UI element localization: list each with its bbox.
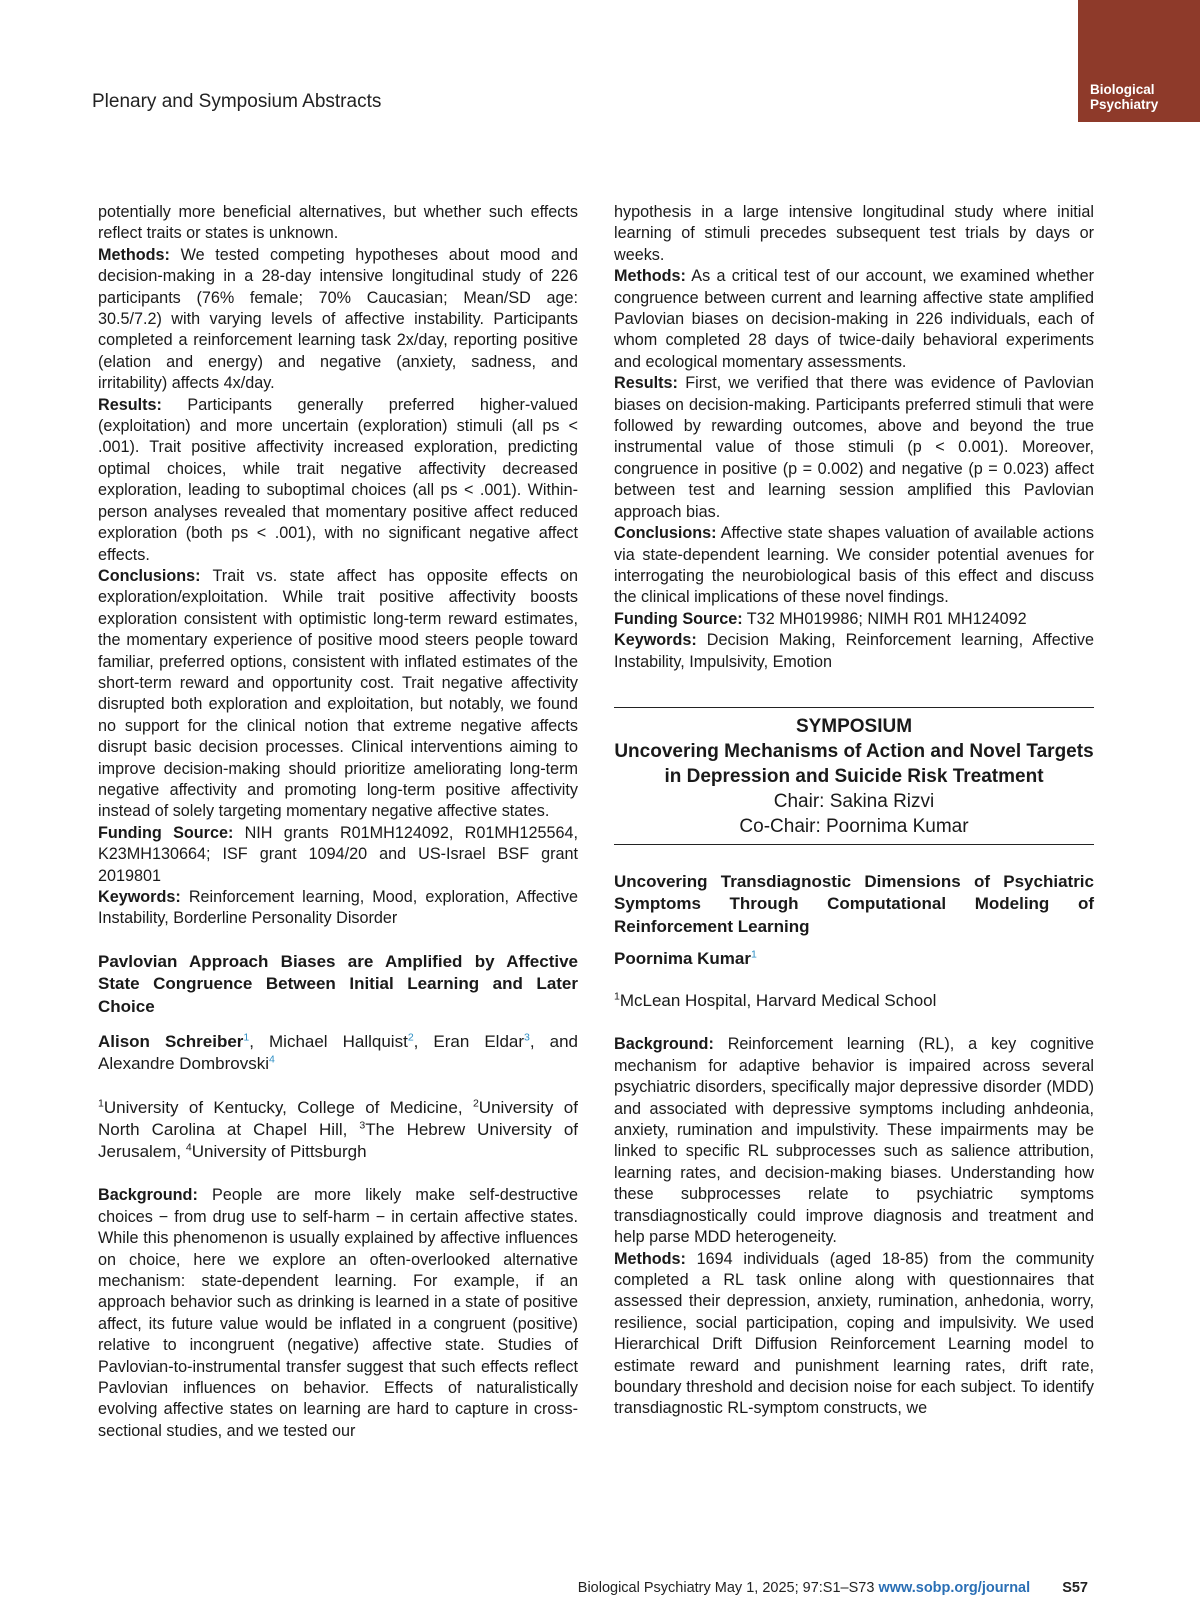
author-name: Alison Schreiber: [98, 1032, 244, 1052]
affil-sup: 1: [98, 1097, 104, 1110]
symposium-title: Uncovering Mechanisms of Action and Novel Targets in Depression and Suicide Risk Treatment: [614, 740, 1094, 787]
journal-link[interactable]: www.sobp.org/journal: [878, 1580, 1031, 1596]
author-sup: 1: [750, 948, 757, 961]
keywords-label: Keywords:: [98, 888, 181, 906]
author-name: , Eran Eldar: [413, 1032, 525, 1052]
author-sup: 2: [407, 1031, 414, 1044]
author-name: Poornima Kumar: [614, 949, 751, 969]
symposium-cochair: Co-Chair: Poornima Kumar: [739, 815, 969, 837]
results-paragraph: [98, 395, 578, 566]
conclusions-paragraph: [98, 566, 578, 823]
conclusions-text: Affective state shapes valuation of available actions via state-dependent learning. We consider potential avenues for interrogating the neurobiological basis of this effect and discuss the clinical implications of these novel findings.: [614, 524, 1094, 607]
keywords-label: Keywords:: [614, 631, 697, 650]
continued-paragraph: potentially more beneficial alternatives, but whether such effects reflect traits or states is unknown.: [98, 203, 578, 243]
author-sup: 3: [524, 1031, 530, 1044]
author-list: [98, 1031, 578, 1075]
affil-sup: 4: [185, 1141, 192, 1154]
symposium-heading: SYMPOSIUM: [795, 715, 913, 737]
keywords-paragraph: [614, 630, 1094, 673]
background-text: People are more likely make self-destructive choices − from drug use to self-harm − in certain affective states. While this phenomenon is usually explained by affective influences on choice, here we explore an often-overlooked alternative mechanism: state-dependent learning. For example, if an approach behavior such as drinking is learned in a state of positive affect, its future value would be inflated in a congruent (positive) relative to incongruent (negative) affective state. Studies of Pavlovian-to-instrumental transfer suggest that such effects reflect Pavlovian influences on behavior. Effects of naturalistically evolving affective states on learning are hard to capture in cross-sectional studies, and we tested our: [98, 1186, 578, 1440]
funding-paragraph: [98, 823, 578, 887]
background-paragraph: [614, 1034, 1094, 1248]
background-text: Reinforcement learning (RL), a key cognitive mechanism for adaptive behavior is impaired across several psychiatric disorders, specifically major depressive disorder (MDD) and associated with depressive symptoms including anhdeonia, anxiety, rumination and impulstivity. These impairments may be linked to specific RL subprocesses such as salience attribution, learning rates, and decision-making biases. Understanding how these subprocesses relate to psychiatric symptoms transdiagnostically could improve diagnosis and treatment and help parse MDD heterogeneity.: [614, 1035, 1094, 1247]
author-sup: 4: [269, 1053, 275, 1066]
right-column: [614, 202, 1094, 1420]
methods-paragraph: [614, 1249, 1094, 1420]
abstract-title: Uncovering Transdiagnostic Dimensions of Psychiatric Symptoms Through Computational Modeling of Reinforcement Learning: [614, 871, 1094, 936]
conclusions-paragraph: [614, 523, 1094, 609]
funding-text: T32 MH019986; NIMH R01 MH124092: [742, 609, 1027, 628]
affil-text: University of Pittsburgh: [191, 1142, 367, 1162]
affil-sup: 2: [472, 1097, 479, 1110]
page-footer: [578, 1580, 1088, 1596]
keywords-text: Reinforcement learning, Mood, exploration, Affective Instability, Borderline Personality Disorder: [98, 888, 578, 928]
results-label: Results:: [614, 374, 678, 393]
author-name: , and Alexandre Dombrovski: [98, 1032, 578, 1074]
journal-tab-line1: Biological: [1090, 82, 1155, 97]
results-text: First, we verified that there was evidence of Pavlovian biases on decision-making. Participants preferred stimuli that were followed by rewarding outcomes, above and beyond the true instrumental value of those stimuli (p < 0.001). Moreover, congruence in positive (p = 0.002) and negative (p = 0.023) affect between test and learning session amplified this Pavlovian approach bias.: [614, 374, 1094, 521]
running-title: Plenary and Symposium Abstracts: [92, 91, 382, 112]
journal-tab-line2: Psychiatry: [1090, 97, 1159, 112]
methods-label: Methods:: [98, 245, 170, 264]
methods-text: As a critical test of our account, we examined whether congruence between current and learning affective state amplified Pavlovian biases on decision-making in 226 individuals, each of whom completed 28 days of twice-daily behavioral experiments and ecological momentary assessments.: [614, 267, 1094, 371]
methods-label: Methods:: [614, 1249, 686, 1268]
funding-text: NIH grants R01MH124092, R01MH125564, K23MH130664; ISF grant 1094/20 and US-Israel BSF grant 2019801: [98, 823, 579, 885]
methods-text: We tested competing hypotheses about mood and decision-making in a 28-day intensive longitudinal study of 226 participants (76% female; 70% Caucasian; Mean/SD age: 30.5/7.2) with varying levels of affective instability. Participants completed a reinforcement learning task 2x/day, reporting positive (elation and energy) and negative (anxiety, sadness, and irritability) affects 4x/day.: [98, 245, 578, 393]
background-label: Background:: [98, 1186, 198, 1205]
background-paragraph: [98, 1185, 578, 1442]
results-text: Participants generally preferred higher-valued (exploitation) and more uncertain (exploration) stimuli (all ps < .001). Trait positive affectivity increased exploration, predicting optimal choices, while trait negative affectivity decreased exploration, leading to suboptimal choices (all ps < .001). Within-person analyses revealed that momentary positive affect reduced exploration (both ps < .001), with no significant negative affect effects.: [98, 395, 578, 564]
abstract-title: Pavlovian Approach Biases are Amplified by Affective State Congruence Between Initial Learning and Later Choice: [98, 951, 578, 1016]
author-list: [614, 948, 1094, 970]
affil-text: University of North Carolina at Chapel Hill,: [98, 1098, 578, 1140]
conclusions-label: Conclusions:: [614, 524, 717, 543]
methods-label: Methods:: [614, 267, 686, 286]
left-column: [98, 202, 578, 1442]
methods-text: 1694 individuals (aged 18-85) from the community completed a RL task online along with questionnaires that assessed their depression, anxiety, rumination, anhedonia, worry, resilience, social participation, coping and impulsivity. We used Hierarchical Drift Diffusion Reinforcement Learning model to estimate reward and punishment learning rates, drift rate, boundary threshold and decision noise for each subject. To identify transdiagnostic RL-symptom constructs, we: [614, 1249, 1094, 1418]
page-number: S57: [1062, 1580, 1088, 1596]
affil-text: McLean Hospital, Harvard Medical School: [619, 991, 937, 1011]
journal-tab: [1078, 0, 1200, 122]
affiliations: [614, 990, 1094, 1012]
results-label: Results:: [98, 395, 162, 414]
symposium-chair: Chair: Sakina Rizvi: [773, 790, 935, 812]
affil-text: The Hebrew University of Jerusalem,: [98, 1120, 578, 1162]
keywords-text: Decision Making, Reinforcement learning, Affective Instability, Impulsivity, Emotion: [614, 631, 1094, 671]
author-sup: 1: [243, 1031, 250, 1044]
symposium-box: [614, 707, 1094, 845]
footer-citation: Biological Psychiatry May 1, 2025; 97:S1–S73: [577, 1580, 875, 1596]
methods-paragraph: [614, 266, 1094, 373]
continued-paragraph: hypothesis in a large intensive longitudinal study where initial learning of stimuli precedes subsequent test trials by days or weeks.: [614, 203, 1094, 264]
affil-sup: 3: [359, 1119, 366, 1132]
funding-label: Funding Source:: [98, 823, 234, 842]
keywords-paragraph: [98, 887, 578, 930]
funding-paragraph: [614, 609, 1094, 630]
funding-label: Funding Source:: [614, 609, 743, 628]
conclusions-text: Trait vs. state affect has opposite effects on exploration/exploitation. While trait positive affectivity boosts exploration consistent with optimistic long-term reward estimates, the momentary experience of positive mood steers people toward familiar, preferred options, consistent with inflated estimates of the short-term reward and opportunity cost. Trait negative affectivity disrupted both exploration and exploitation, but notably, we found no support for the clinical notion that extreme negative affects disrupt basic decision processes. Clinical interventions aiming to improve decision-making should prioritize ameliorating long-term negative affectivity and promoting long-term positive affectivity instead of solely targeting momentary negative affective states.: [98, 566, 578, 821]
affil-sup: 1: [614, 990, 620, 1003]
affiliations: [98, 1097, 578, 1163]
background-label: Background:: [614, 1035, 714, 1054]
results-paragraph: [614, 373, 1094, 523]
conclusions-label: Conclusions:: [98, 566, 201, 585]
affil-text: University of Kentucky, College of Medicine,: [103, 1098, 473, 1118]
methods-paragraph: [98, 245, 578, 395]
author-name: , Michael Hallquist: [249, 1032, 408, 1052]
